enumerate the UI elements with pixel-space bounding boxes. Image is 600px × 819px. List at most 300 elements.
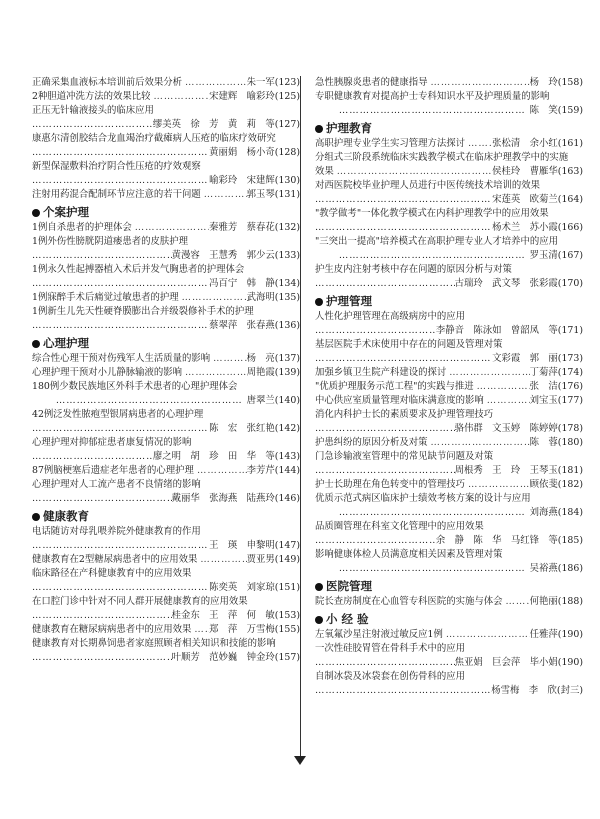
leader-dots	[315, 352, 492, 366]
article-title: 对西医院校毕业护理人员进行中医传统技术培训的效果	[315, 180, 541, 191]
toc-entry[interactable]	[315, 394, 583, 408]
toc-entry[interactable]	[32, 76, 300, 90]
toc-entry[interactable]	[32, 637, 300, 665]
article-title: 自制冰袋及冰袋套在创伤骨科的应用	[315, 671, 466, 682]
column-divider	[300, 76, 301, 756]
toc-entry-line	[32, 104, 300, 118]
article-title: 注射用药混合配制环节应注意的若干问题	[32, 189, 201, 200]
article-authors: 喻彩玲 宋建辉	[209, 175, 275, 186]
page-number: (149)	[274, 554, 300, 565]
article-authors: 秦雅芳 蔡春花	[209, 222, 275, 233]
article-authors: 刘海燕	[529, 507, 558, 518]
toc-entry-line	[32, 422, 300, 436]
toc-entry[interactable]	[32, 235, 300, 263]
toc-entry-line	[315, 352, 583, 366]
article-title: 人性化护理管理在高级病房中的应用	[315, 311, 466, 322]
page-number: (151)	[274, 582, 300, 593]
leader-dots	[465, 478, 530, 492]
toc-entry[interactable]	[32, 478, 300, 506]
toc-entry-line	[315, 151, 583, 165]
section-heading	[315, 611, 583, 628]
article-authors: 杨雪梅 李 欣	[491, 685, 557, 696]
toc-entry-line	[32, 305, 300, 319]
leader-dots	[315, 562, 530, 576]
article-title: 2种胆道冲洗方法的效果比较	[32, 91, 151, 102]
page-number: (163)	[557, 166, 583, 177]
toc-entry[interactable]	[315, 310, 583, 338]
article-title: 影响健康体检人员满意度相关因素及管理对策	[315, 549, 503, 560]
section-heading	[32, 508, 300, 525]
toc-entry[interactable]	[32, 263, 300, 291]
article-authors: 杨 亮	[246, 353, 275, 364]
toc-entry-line	[32, 651, 300, 665]
section-heading-text: 健康教育	[43, 509, 89, 523]
article-title: 加强乡镇卫生院产科建设的探讨	[315, 367, 447, 378]
article-title: 1例新生儿先天性硬脊膜膨出合并级裂修补手术的护理	[32, 306, 254, 317]
article-authors: 戴丽华 张海燕 陆燕玲	[171, 493, 275, 504]
toc-entry[interactable]	[315, 151, 583, 179]
article-title: 正压无针输液接头的临床应用	[32, 105, 154, 116]
page-number: (127)	[274, 119, 300, 130]
toc-entry-line	[32, 277, 300, 291]
toc-entry[interactable]	[32, 160, 300, 188]
page-number: (139)	[274, 367, 300, 378]
leader-dots	[443, 628, 530, 642]
article-authors: 吴裕燕	[529, 563, 558, 574]
leader-dots	[315, 422, 455, 436]
page-number: (147)	[274, 540, 300, 551]
leader-dots	[315, 324, 436, 338]
article-authors: 张 洁	[529, 381, 558, 392]
leader-dots	[315, 193, 492, 207]
section-heading-text: 医院管理	[326, 579, 372, 593]
page-number: (190)	[557, 657, 583, 668]
article-authors: 廖之明 胡 珍 田 华 等	[152, 451, 275, 462]
toc-entry-line	[315, 642, 583, 656]
page-number: (144)	[274, 465, 300, 476]
toc-entry-line	[32, 464, 300, 478]
article-authors: 郑 萍 万雪梅	[209, 624, 275, 635]
leader-dots	[197, 553, 246, 567]
bullet-icon	[315, 125, 323, 133]
toc-entry[interactable]	[32, 567, 300, 595]
article-authors: 黄丽娟 杨小奇	[209, 147, 275, 158]
page-number: (153)	[274, 610, 300, 621]
toc-entry-line	[32, 132, 300, 146]
toc-entry-line	[315, 193, 583, 207]
toc-entry-line	[315, 179, 583, 193]
page-number: (143)	[274, 451, 300, 462]
article-title: 护生皮内注射考核中存在问题的原因分析与对策	[315, 264, 512, 275]
article-authors: 余 静 陈 华 马红锋 等	[435, 535, 558, 546]
toc-entry-line	[315, 104, 583, 118]
contents-column-left	[32, 76, 300, 665]
bullet-icon	[32, 209, 40, 217]
toc-entry-line	[315, 628, 583, 642]
leader-dots	[484, 394, 530, 408]
toc-entry[interactable]	[32, 525, 300, 553]
toc-entry[interactable]	[315, 548, 583, 576]
toc-entry[interactable]	[315, 642, 583, 670]
toc-entry[interactable]	[315, 263, 583, 291]
toc-entry[interactable]	[32, 380, 300, 408]
toc-entry-line	[32, 249, 300, 263]
toc-entry[interactable]	[315, 670, 583, 698]
page-number: (135)	[274, 292, 300, 303]
toc-entry[interactable]	[32, 291, 300, 305]
toc-entry[interactable]	[315, 76, 583, 90]
page-number: (180)	[557, 437, 583, 448]
article-title: 1例永久性起搏器植入术后并发气胸患者的护理体会	[32, 264, 245, 275]
article-authors: 陈 蓉	[529, 437, 558, 448]
leader-dots	[428, 76, 530, 90]
leader-dots	[32, 492, 172, 506]
toc-entry[interactable]	[32, 221, 300, 235]
toc-entry-line	[315, 235, 583, 249]
page-number: (128)	[274, 147, 300, 158]
leader-dots	[32, 422, 209, 436]
toc-entry-line	[315, 137, 583, 151]
toc-entry-line	[315, 422, 583, 436]
toc-entry-line	[32, 478, 300, 492]
page-number: (178)	[557, 423, 583, 434]
toc-entry[interactable]	[315, 338, 583, 366]
leader-dots	[315, 464, 455, 478]
toc-entry-line	[32, 291, 300, 305]
leader-dots	[182, 366, 247, 380]
leader-dots	[210, 352, 247, 366]
toc-entry-line	[32, 76, 300, 90]
toc-entry[interactable]	[315, 450, 583, 478]
article-title: 消化内科护士长的素质要求及护理管理技巧	[315, 409, 494, 420]
toc-entry-line	[315, 450, 583, 464]
article-title: 中心供应室质量管理对临床满意度的影响	[315, 395, 484, 406]
leader-dots	[465, 137, 492, 151]
toc-entry-line	[315, 562, 583, 576]
article-authors: 桂金东 王 萍 何 敏	[171, 610, 275, 621]
article-authors: 周根秀 王 玲 王琴玉	[454, 465, 558, 476]
article-title: 院长查房制度在心血管专科医院的实施与体会	[315, 596, 503, 607]
toc-entry[interactable]	[315, 520, 583, 548]
toc-entry-line	[315, 464, 583, 478]
toc-entry-line	[32, 146, 300, 160]
leader-dots	[32, 394, 247, 408]
article-authors: 朱一军	[246, 77, 275, 88]
section-heading-text: 护理管理	[326, 294, 372, 308]
toc-entry-line	[32, 235, 300, 249]
page-number: (174)	[557, 367, 583, 378]
toc-entry-line	[315, 249, 583, 263]
bullet-icon	[315, 616, 323, 624]
article-authors: 李静音 陈泳如 曾韶凤 等	[435, 325, 558, 336]
section-heading	[32, 335, 300, 352]
article-title: 综合性心理干预对伤残军人生活质量的影响	[32, 353, 211, 364]
article-title: 临床路径在产科健康教育中的应用效果	[32, 568, 192, 579]
article-authors: 贾亚男	[246, 554, 275, 565]
leader-dots	[194, 464, 247, 478]
toc-entry[interactable]	[32, 595, 300, 623]
toc-entry-line	[315, 548, 583, 562]
toc-entry-line	[32, 380, 300, 394]
section-heading	[315, 120, 583, 137]
toc-entry-line	[315, 90, 583, 104]
toc-entry-line	[32, 436, 300, 450]
toc-entry-line	[32, 160, 300, 174]
article-authors: 张松清 余小红	[492, 138, 558, 149]
toc-entry-line	[315, 263, 583, 277]
contents-column-right	[315, 76, 583, 698]
toc-entry[interactable]	[315, 436, 583, 450]
page-number: (封三)	[556, 685, 583, 696]
article-title: 87例脑梗塞后遗症老年患者的心理护理	[32, 465, 194, 476]
article-title: 高职护理专业学生实习管理方法探讨	[315, 138, 466, 149]
article-authors: 周艳霞	[246, 367, 275, 378]
article-authors: 古瑞玲 武文琴 张彩霞	[454, 278, 558, 289]
page-number: (133)	[274, 250, 300, 261]
article-title: 门急诊输液室管理中的常见缺节问题及对策	[315, 451, 494, 462]
leader-dots	[315, 534, 436, 548]
toc-entry[interactable]	[315, 628, 583, 642]
leader-dots	[315, 656, 455, 670]
page-number: (140)	[274, 395, 300, 406]
article-authors: 黄漫容 王慧秀 郭少云	[171, 250, 275, 261]
toc-entry[interactable]	[315, 595, 583, 609]
leader-dots	[32, 118, 153, 132]
toc-entry[interactable]	[315, 235, 583, 263]
page-number: (136)	[274, 320, 300, 331]
section-heading-text: 个案护理	[43, 205, 89, 219]
article-title: 1例外伤性膀胱阴道瘘患者的皮肤护理	[32, 236, 188, 247]
toc-entry-line	[32, 188, 300, 202]
article-authors: 陈奕英 刘家琼	[209, 582, 275, 593]
toc-entry[interactable]	[32, 104, 300, 132]
page-number: (130)	[274, 175, 300, 186]
toc-entry-line	[32, 567, 300, 581]
toc-entry-line	[315, 277, 583, 291]
article-authors: 宋建辉 喻彩玲	[209, 91, 275, 102]
toc-entry-line	[32, 539, 300, 553]
article-title: 1例寐醉手术后痛觉过敏患者的护理	[32, 292, 179, 303]
page-number: (146)	[274, 493, 300, 504]
leader-dots	[446, 366, 529, 380]
bullet-icon	[315, 583, 323, 591]
toc-entry-line	[315, 506, 583, 520]
article-title: 在口腔门诊中针对不同人群开展健康教育的应用效果	[32, 596, 248, 607]
page-number: (167)	[557, 250, 583, 261]
toc-entry[interactable]	[32, 623, 300, 637]
toc-entry[interactable]	[32, 408, 300, 436]
page-end-triangle-icon	[294, 756, 306, 765]
toc-entry-line	[32, 623, 300, 637]
toc-entry[interactable]	[315, 408, 583, 436]
toc-entry-line	[32, 525, 300, 539]
toc-entry[interactable]	[315, 478, 583, 492]
page-number: (164)	[557, 194, 583, 205]
toc-entry-line	[32, 595, 300, 609]
leader-dots	[315, 277, 455, 291]
article-authors: 郭玉琴	[246, 189, 275, 200]
toc-entry[interactable]	[315, 366, 583, 380]
toc-entry-line	[32, 609, 300, 623]
toc-entry-line	[315, 76, 583, 90]
article-authors: 侯桂玲 曹雁华	[492, 166, 558, 177]
toc-entry-line	[315, 207, 583, 221]
article-authors: 唐翠兰	[246, 395, 275, 406]
leader-dots	[315, 684, 491, 698]
page-number: (157)	[274, 652, 300, 663]
article-title: 健康教育在糖尿病病患者中的应用效果	[32, 624, 192, 635]
toc-entry-line	[32, 637, 300, 651]
toc-entry-line	[315, 534, 583, 548]
page-number: (176)	[557, 381, 583, 392]
page-number: (161)	[557, 138, 583, 149]
leader-dots	[132, 221, 209, 235]
article-authors: 王 瑛 申黎明	[209, 540, 275, 551]
toc-entry-line	[32, 90, 300, 104]
toc-entry-line	[32, 221, 300, 235]
article-authors: 骆伟群 文玉婷 陈婷婷	[454, 423, 558, 434]
toc-entry[interactable]	[315, 492, 583, 520]
article-authors: 何艳丽	[529, 596, 558, 607]
toc-entry[interactable]	[32, 366, 300, 380]
article-title: 专职健康教育对提高护士专科知识水平及护理质量的影响	[315, 91, 550, 102]
article-title: 42例泛发性脓疱型银屑病患者的心理护理	[32, 409, 204, 420]
leader-dots	[32, 450, 153, 464]
toc-entry[interactable]	[315, 90, 583, 118]
leader-dots	[315, 506, 530, 520]
toc-entry[interactable]	[32, 90, 300, 104]
page-number: (190)	[557, 629, 583, 640]
toc-entry-line	[32, 581, 300, 595]
toc-entry[interactable]	[32, 188, 300, 202]
article-title: 优质示范式病区临床护士绩效考核方案的设计与应用	[315, 493, 531, 504]
article-title: 康惠尔清创胶结合龙血竭治疗截瘫病人压疮的临床疗效研究	[32, 133, 276, 144]
toc-entry-line	[32, 408, 300, 422]
article-title: 健康教育对长期鼻饲患者家庭照顾者相关知识和技能的影响	[32, 638, 276, 649]
toc-entry-line	[315, 684, 583, 698]
toc-entry-line	[32, 263, 300, 277]
leader-dots	[32, 609, 172, 623]
leader-dots	[32, 651, 172, 665]
page-number: (184)	[557, 507, 583, 518]
toc-entry[interactable]	[32, 132, 300, 160]
toc-entry-line	[315, 366, 583, 380]
toc-entry[interactable]	[315, 380, 583, 394]
page-number: (123)	[274, 77, 300, 88]
page-number: (170)	[557, 278, 583, 289]
toc-entry-line	[315, 380, 583, 394]
page-number: (186)	[557, 563, 583, 574]
article-authors: 焦亚娟 巨会萍 毕小娟	[454, 657, 558, 668]
toc-entry-line	[32, 118, 300, 132]
toc-entry-line	[315, 436, 583, 450]
toc-entry[interactable]	[315, 137, 583, 151]
toc-entry[interactable]	[32, 305, 300, 333]
page-number: (159)	[557, 105, 583, 116]
article-authors: 杨 玲	[529, 77, 558, 88]
toc-entry-line	[32, 352, 300, 366]
article-authors: 陈 宏 张红艳	[209, 423, 275, 434]
article-authors: 冯百宁 韩 静	[209, 278, 275, 289]
toc-entry-line	[315, 394, 583, 408]
toc-entry-line	[315, 408, 583, 422]
leader-dots	[32, 277, 209, 291]
article-title: 基层医院手术床使用中存在的问题及管理对策	[315, 339, 503, 350]
article-title: 新型保湿敷料治疗阴合性压疮的疗效观察	[32, 161, 201, 172]
leader-dots	[191, 623, 209, 637]
toc-entry[interactable]	[32, 464, 300, 478]
leader-dots	[428, 436, 530, 450]
page-number: (132)	[274, 222, 300, 233]
leader-dots	[315, 104, 530, 118]
page-number: (181)	[557, 465, 583, 476]
article-authors: 叶顺芳 范妙巍 钟金玲	[171, 652, 275, 663]
toc-entry-line	[315, 338, 583, 352]
toc-entry[interactable]	[32, 553, 300, 567]
article-title: "优质护理服务示范工程"的实践与推进	[315, 381, 474, 392]
page-number: (182)	[557, 479, 583, 490]
article-title: "教学做考"一体化教学模式在内科护理教学中的应用效果	[315, 208, 549, 219]
article-title: 电话随访对母乳喂养院外健康教育的作用	[32, 526, 201, 537]
article-authors: 文彩霞 郭 丽	[492, 353, 558, 364]
article-title: 1例自杀患者的护理体会	[32, 222, 132, 233]
toc-entry-line	[32, 174, 300, 188]
toc-entry[interactable]	[32, 352, 300, 366]
leader-dots	[150, 90, 209, 104]
toc-entry[interactable]	[315, 179, 583, 207]
article-authors: 蔡翠萍 张春燕	[209, 320, 275, 331]
toc-entry-line	[32, 492, 300, 506]
toc-entry-line	[315, 670, 583, 684]
article-title: 品质圈管理在科室文化管理中的应用效果	[315, 521, 484, 532]
article-authors: 武海明	[246, 292, 275, 303]
leader-dots	[201, 188, 247, 202]
leader-dots	[315, 249, 530, 263]
page-number: (188)	[557, 596, 583, 607]
toc-entry-line	[32, 394, 300, 408]
page-number: (158)	[557, 77, 583, 88]
toc-entry-line	[32, 366, 300, 380]
article-authors: 杨术兰 苏小霞	[492, 222, 558, 233]
article-authors: 丁菊萍	[529, 367, 558, 378]
article-title: 护士长助理在角色转变中的管理技巧	[315, 479, 466, 490]
section-heading	[32, 204, 300, 221]
page-number: (134)	[274, 278, 300, 289]
toc-entry[interactable]	[32, 436, 300, 464]
toc-entry-line	[32, 319, 300, 333]
page-number: (177)	[557, 395, 583, 406]
article-authors: 宋莲英 欧菊兰	[492, 194, 558, 205]
section-heading	[315, 293, 583, 310]
article-title: 健康教育在2型糖尿病患者中的应用效果	[32, 554, 198, 565]
leader-dots	[315, 221, 492, 235]
article-title: 效果	[315, 166, 334, 177]
toc-entry-line	[315, 478, 583, 492]
article-authors: 李芳芹	[246, 465, 275, 476]
article-title: 心理护理干预对小儿静脉输液的影响	[32, 367, 183, 378]
leader-dots	[334, 165, 492, 179]
leader-dots	[32, 249, 172, 263]
toc-entry-line	[315, 165, 583, 179]
article-title: 急性胰腺炎患者的健康指导	[315, 77, 428, 88]
article-title: 心理护理对人工流产患者不良情绪的影响	[32, 479, 201, 490]
page-number: (131)	[274, 189, 300, 200]
toc-entry-line	[32, 450, 300, 464]
toc-entry[interactable]	[315, 207, 583, 235]
page-number: (171)	[557, 325, 583, 336]
toc-entry-line	[315, 520, 583, 534]
article-authors: 罗玉清	[529, 250, 558, 261]
